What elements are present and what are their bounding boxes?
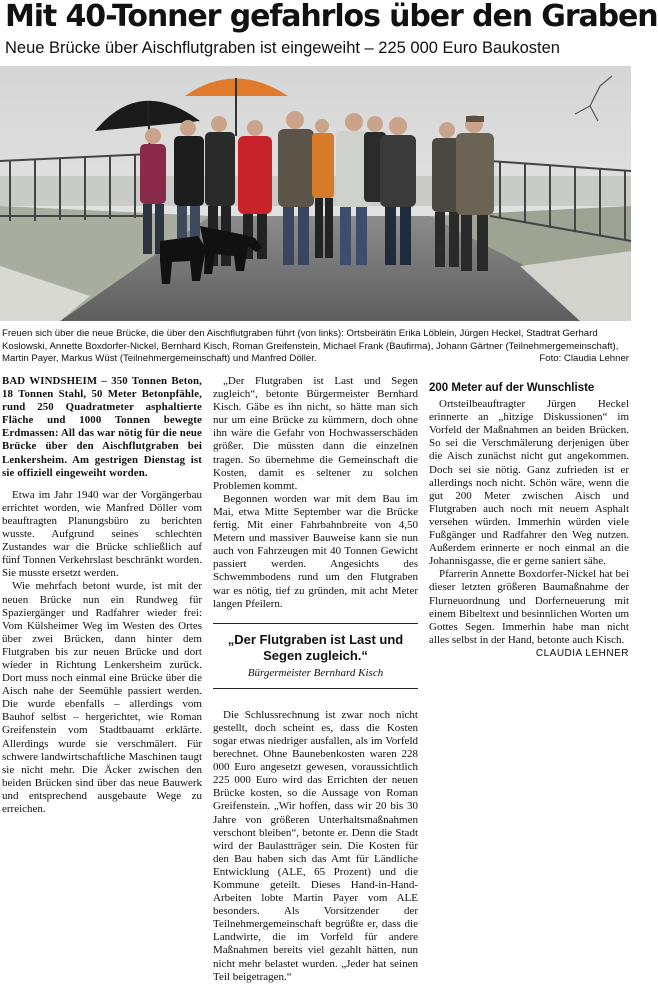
body-paragraph: Etwa im Jahr 1940 war der Vorgängerbau errichtet worden, wie Manfred Döller vom beauftragten Planungsbüro zu berichten wusste. Aufgrund seines schlechten Zustandes war die Brücke schließlich auf fünf Tonnen Verkehrslast beschränkt worden. Sie musste ersetzt werden. xyxy=(2,488,202,580)
author-byline: CLAUDIA LEHNER xyxy=(535,647,629,659)
photo-credit: Foto: Claudia Lehner xyxy=(539,353,629,364)
subheadline: Neue Brücke über Aischflutgraben ist eingeweiht – 225 000 Euro Baukosten xyxy=(5,39,560,57)
column-1 xyxy=(2,375,202,818)
pull-quote xyxy=(213,623,418,689)
body-paragraph: Ortsteilbeauftragter Jürgen Heckel erinnerte an „hitzige Diskussionen“ im Vorfeld der Maßnahmen an beiden Brücken. So sei die Verschmälerung derjenigen über die Aisch zunächst nicht gut angekommen. Doch sei sie nötig. Ganz zufrieden ist er allerdings noch nicht. Schön wäre, wenn die gut 200 Meter zwischen Aisch und Flutgraben auch noch mit neuem Asphalt versehen würden. Immerhin würden viele Fußgänger und Radfahrer den Weg nutzen. Außerdem erinnerte er noch einmal an die Johannisgasse, die er gerne saniert sähe. xyxy=(429,398,629,568)
bridge-photo xyxy=(0,66,631,321)
body-paragraph: Wie mehrfach betont wurde, ist mit der neuen Brücke nun ein Rundweg für Spaziergänger und Radfahrer wieder frei: Vom Külsheimer Weg im Westen des Ortes über zwei Brücken, dann hinter dem Flutgraben bis zur neuen Brücke und dort wieder in Richtung Lenkersheim zurück. Dort muss noch einmal eine Brücke über die Aisch nahe der Seemühle passiert werden. Die wurde ebenfalls – allerdings vom Bauhof selbst – hergerichtet, wie Roman Greifenstein vom Stadtbauamt erklärte. Allerdings wurde sie verschmälert. Für schwere landwirtschaftliche Maschinen taugt sie nicht mehr. Die Äcker zwischen den beiden Brücken sind über das neue Bauwerk und entsprechend ausgebaute Wege zu erreichen. xyxy=(2,580,202,815)
headline: Mit 40-Tonner gefahrlos über den Graben xyxy=(5,0,658,34)
photo-caption xyxy=(2,328,629,366)
photo xyxy=(0,66,631,321)
lead-paragraph xyxy=(2,375,202,480)
body-paragraph: Begonnen worden war mit dem Bau im Mai, etwa Mitte September war die Brücke fertig. Mit einer Fahrbahnbreite von 4,50 Metern und massiver Bauweise kann sie nun auch von Fahrzeugen mit 40 Tonnen Gewicht passiert werden. Angesichts des Schwemmbodens rund um den Flutgraben war es nötig, tief zu gründen, mit acht Meter langen Pfeilern. xyxy=(213,492,418,610)
caption-text: Freuen sich über die neue Brücke, die über den Aischflutgraben führt (von links): Ortsbeirätin Erika Löblein, Jürgen Heckel, Stadtrat Gerhard Koslowski, Annette Boxdorfer-Nickel, Bernhard Kisch, Roman Greifenstein, Michael Frank (Baufirma), Johann Gärtner (Teilnehmergemeinschaft), Martin Payer, Markus Wüst (Teilnehmergemeinschaft) und Manfred Döller. xyxy=(2,328,619,364)
section-subheading: 200 Meter auf der Wunschliste xyxy=(429,382,595,394)
lead-text: – 350 Tonnen Beton, 18 Tonnen Stahl, 50 Meter Betonpfähle, rund 250 Quadratmeter asphaltierte Fläche und 1000 Tonnen bewegte Erdmassen: All das war nötig für die neue Brücke über den Aischflutgraben bei Lenkersheim. Am gestrigen Dienstag ist sie offiziell eingeweiht worden. xyxy=(2,375,202,479)
column-2 xyxy=(213,375,418,983)
pull-quote-text: „Der Flutgraben ist Last und Segen zugleich.“ xyxy=(227,631,404,663)
column-3 xyxy=(429,375,629,818)
dateline: BAD WINDSHEIM xyxy=(2,375,98,387)
pull-quote-source: Bürgermeister Bernhard Kisch xyxy=(247,666,384,679)
body-paragraph: Die Schlussrechnung ist zwar noch nicht gestellt, doch scheint es, dass die Kosten sogar etwas niedriger ausfallen, als im Vorfeld berechnet. Ohne Baunebenkosten waren 228 000 Euro angesetzt gewesen, voraussichtlich 225 000 Euro wird das Errichten der neuen Brücke kosten, so die Aussage von Roman Greifenstein. „Wir hoffen, dass wir 20 bis 30 Jahre von größeren Unterhaltsmaßnahmen verschont bleiben“, betonte er. Denn die Stadt wird der Baulastträger sein. Die Kosten für den Bau haben sich das Amt für Ländliche Entwicklung (ALE, 65 Prozent) und die Kommune geteilt. Dieses Hand-in-Hand-Arbeiten lobte Martin Payer vom ALE besonders. Als Vorsitzender der Teilnehmergemeinschaft begrüßte er, dass die Landwirte, die im Vorfeld für andere Maßnahmen bereits viel gezahlt hätten, nun nicht mehr belastet wurden. „Jeder hat seinen Teil beigetragen.“ xyxy=(213,708,418,983)
body-text: Pfarrerin Annette Boxdorfer-Nickel hat bei dieser letzten größeren Baumaßnahme der Flurneuordnung und Dorferneuerung mit einem Bibeltext und besinnlichen Worten um Gottes Segen. Immerhin habe man nicht alles selbst in der Hand, betonte auch Kisch. xyxy=(429,568,629,646)
body-paragraph: „Der Flutgraben ist Last und Segen zugleich“, betonte Bürgermeister Bernhard Kisch. Gäbe es ihn nicht, so hätte man sich nur um eine Brücke zu kümmern, doch ohne ihn wäre die Gefahr von Hochwasserschäden größer. Die müssten dann die einzelnen tragen. So übernehme die Gemeinschaft die Kosten, damit es seltener zu solchen Problemen kommt. xyxy=(213,375,418,492)
body-paragraph xyxy=(429,568,629,659)
